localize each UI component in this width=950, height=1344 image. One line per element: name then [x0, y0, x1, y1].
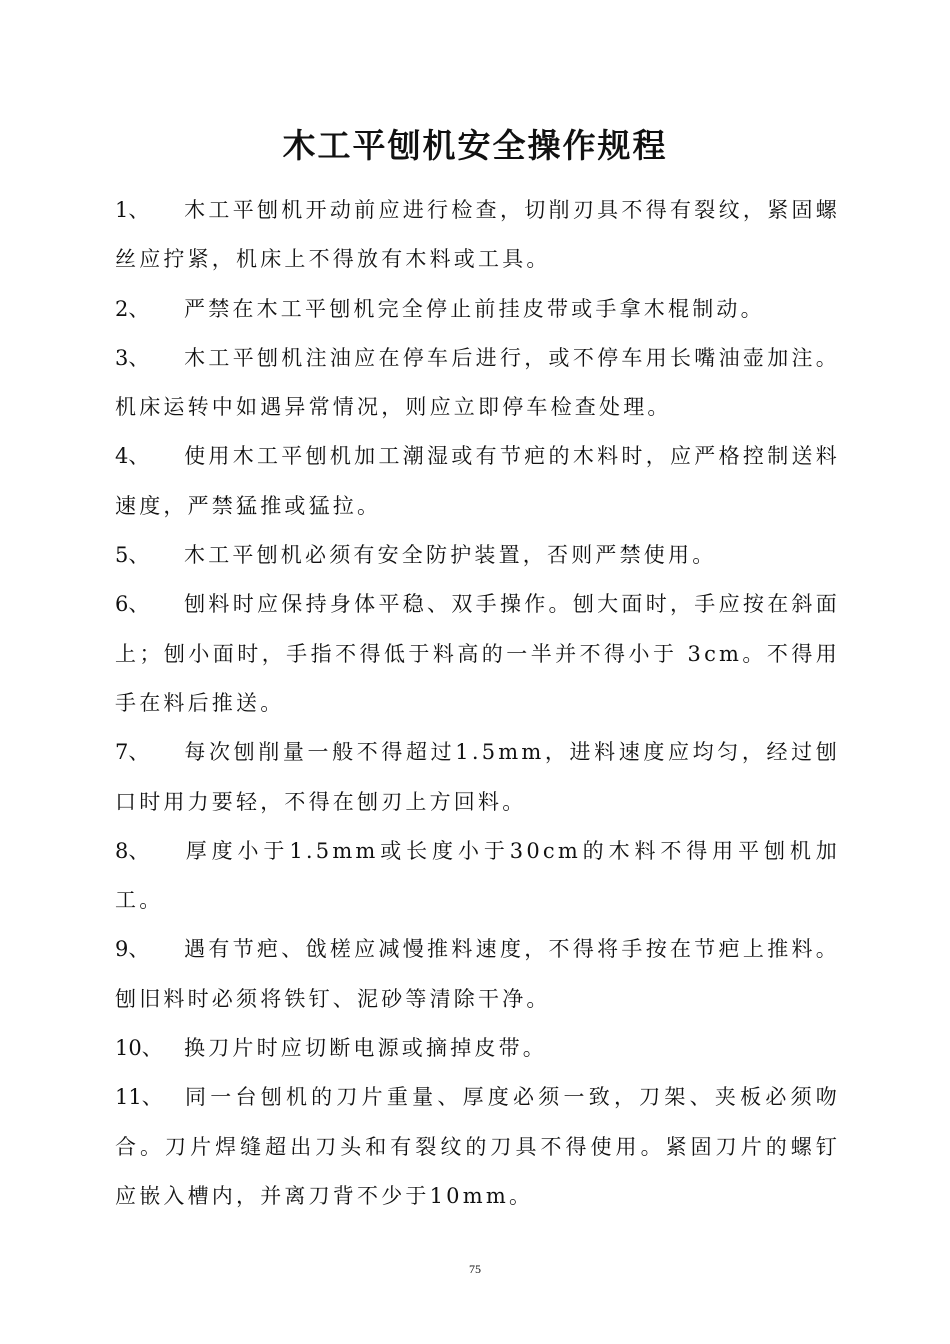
rule-number: 8、: [115, 838, 150, 863]
rule-number: 11、: [115, 1085, 163, 1110]
rule-text: 使用木工平刨机加工潮湿或有节疤的木料时，应严格控制送料速度，严禁猛推或猛拉。: [115, 444, 840, 518]
rule-item-8: [115, 827, 840, 926]
rule-number: 7、: [115, 740, 150, 765]
rule-item-11: [115, 1073, 840, 1221]
rule-number: 5、: [115, 543, 150, 568]
rule-item-1: [115, 186, 840, 285]
rule-text: 刨料时应保持身体平稳、双手操作。刨大面时，手应按在斜面上；刨小面时，手指不得低于料高的一半并不得小于 3cm。不得用手在料后推送。: [115, 592, 840, 715]
rule-text: 厚度小于1.5mm或长度小于30cm的木料不得用平刨机加工。: [115, 838, 840, 913]
rule-item-3: [115, 334, 840, 433]
rule-text: 严禁在木工平刨机完全停止前挂皮带或手拿木棍制动。: [184, 296, 765, 321]
rule-text: 木工平刨机开动前应进行检查，切削刃具不得有裂纹，紧固螺丝应拧紧，机床上不得放有木料或工具。: [115, 198, 840, 272]
rule-number: 1、: [115, 198, 150, 222]
rule-text: 木工平刨机注油应在停车后进行，或不停车用长嘴油壶加注。机床运转中如遇异常情况，则应立即停车检查处理。: [115, 345, 840, 420]
rule-item-6: [115, 580, 840, 728]
rule-item-7: [115, 728, 840, 827]
rule-text: 木工平刨机必须有安全防护装置，否则严禁使用。: [184, 543, 717, 568]
rule-number: 10、: [115, 1036, 163, 1061]
rules-list: [115, 186, 840, 1221]
rule-item-5: [115, 531, 840, 580]
rule-number: 6、: [115, 592, 150, 617]
rule-item-2: [115, 285, 840, 334]
rule-item-4: [115, 432, 840, 531]
rule-text: 每次刨削量一般不得超过1.5mm，进料速度应均匀，经过刨口时用力要轻，不得在刨刃上方回料。: [115, 740, 840, 814]
document-title: 木工平刨机安全操作规程: [282, 126, 668, 166]
rule-number: 4、: [115, 444, 150, 469]
rule-text: 遇有节疤、戗槎应减慢推料速度，不得将手按在节疤上推料。刨旧料时必须将铁钉、泥砂等清除干净。: [115, 937, 840, 1011]
rule-number: 3、: [115, 345, 150, 370]
rule-item-10: [115, 1024, 840, 1073]
page-number: 75: [469, 1262, 481, 1276]
rule-number: 2、: [115, 296, 150, 321]
rule-number: 9、: [115, 937, 150, 962]
rule-text: 换刀片时应切断电源或摘掉皮带。: [184, 1036, 547, 1061]
rule-text: 同一台刨机的刀片重量、厚度必须一致，刀架、夹板必须吻合。刀片焊缝超出刀头和有裂纹的刀具不得使用。紧固刀片的螺钉应嵌入槽内，并离刀背不少于10mm。: [115, 1085, 840, 1208]
rule-item-9: [115, 925, 840, 1024]
